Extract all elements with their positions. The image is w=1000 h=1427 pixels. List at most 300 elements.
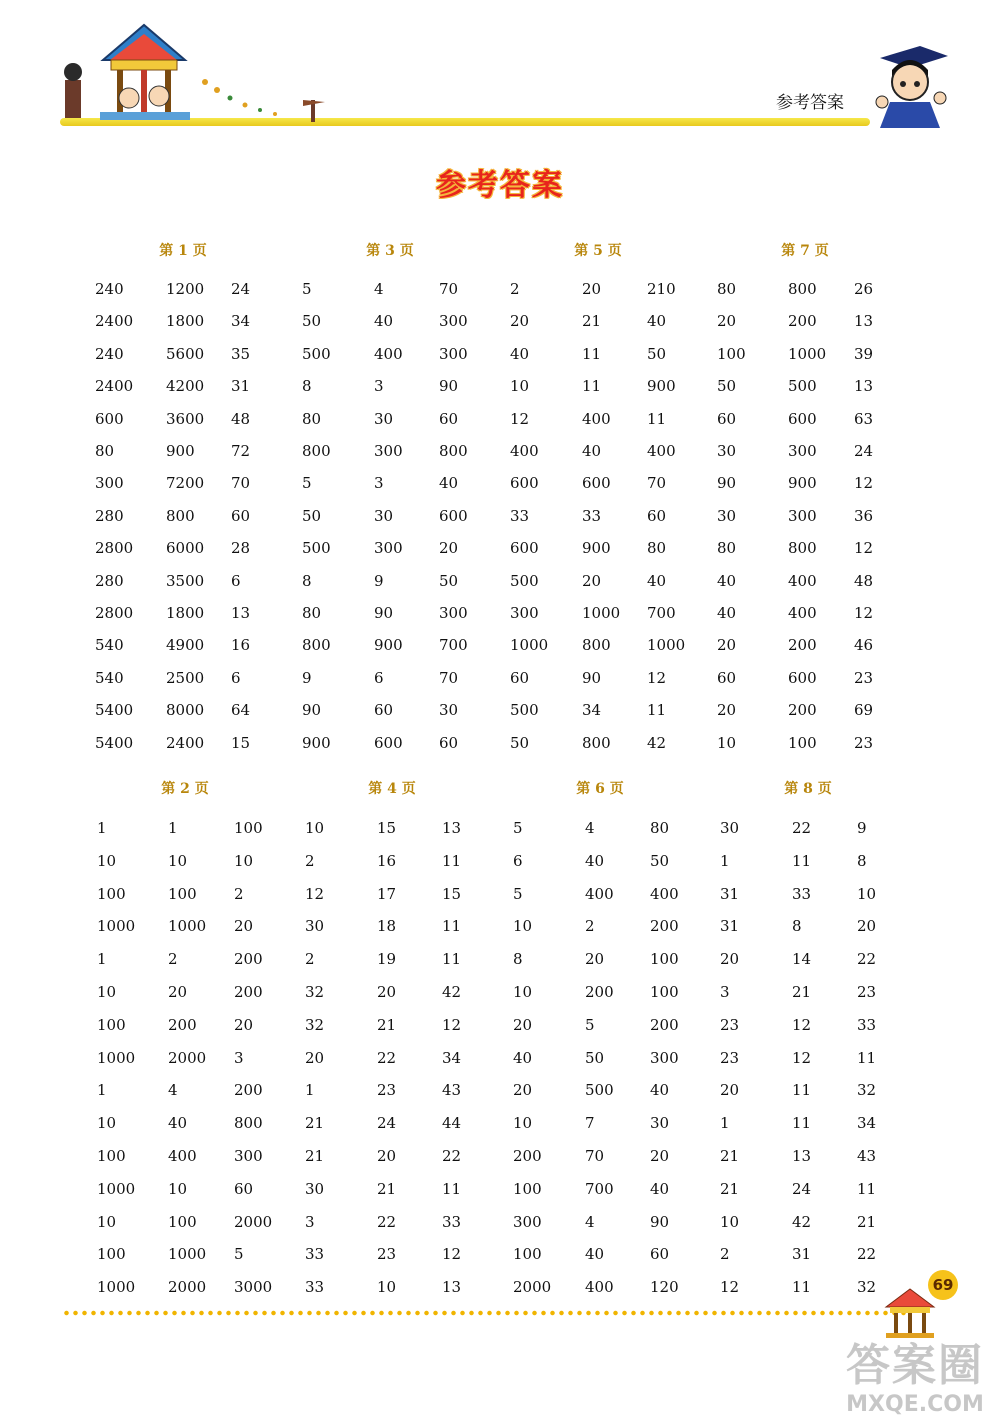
answer-cell: 10 (234, 851, 254, 870)
main-title: 参考答案 (436, 168, 564, 203)
answer-cell: 16 (231, 636, 251, 655)
answer-cell: 6000 (166, 539, 205, 558)
answer-cell: 33 (582, 506, 602, 525)
answer-cell: 21 (720, 1147, 740, 1165)
answer-cell: 12 (854, 539, 874, 558)
answer-cell: 4900 (166, 636, 205, 655)
answer-cell: 8 (302, 571, 312, 590)
answer-cell: 1 (97, 950, 107, 969)
answer-cell: 5 (302, 474, 312, 493)
answer-cell: 21 (792, 983, 812, 1001)
answer-cell: 32 (305, 983, 325, 1001)
answer-cell: 70 (647, 474, 667, 493)
answer-cell: 31 (792, 1245, 812, 1264)
answer-cell: 1 (305, 1081, 315, 1100)
answer-cell: 600 (788, 668, 817, 687)
answer-cell: 1 (97, 819, 107, 837)
answer-cell: 300 (234, 1147, 263, 1165)
answer-cell: 30 (720, 819, 740, 837)
answer-cell: 100 (97, 884, 126, 903)
answer-cell: 2500 (166, 668, 205, 687)
answer-cell: 1000 (97, 1179, 136, 1198)
section-title: 第 1 页 (159, 243, 207, 259)
answer-cell: 11 (442, 917, 462, 936)
answer-cell: 12 (510, 409, 530, 428)
answer-cell: 800 (439, 442, 468, 460)
answer-cell: 70 (231, 474, 251, 493)
answer-cell: 42 (442, 983, 462, 1001)
answer-cell: 31 (231, 377, 251, 396)
answer-cell: 600 (582, 474, 611, 493)
answer-cell: 300 (374, 539, 403, 558)
answer-cell: 21 (377, 1015, 397, 1034)
answer-cell: 9 (857, 819, 867, 837)
answer-cell: 42 (647, 733, 667, 752)
answer-cell: 21 (582, 312, 602, 331)
answer-cell: 12 (442, 1015, 462, 1034)
answer-cell: 24 (854, 442, 874, 460)
answer-cell: 13 (854, 312, 874, 331)
answer-cell: 300 (788, 442, 817, 460)
answer-cell: 10 (168, 1179, 188, 1198)
answer-cell: 50 (585, 1048, 605, 1067)
answer-cell: 900 (374, 636, 403, 655)
answer-cell: 400 (582, 409, 611, 428)
answer-cell: 2000 (168, 1048, 207, 1067)
answer-cell: 24 (377, 1114, 397, 1133)
answer-cell: 60 (231, 506, 251, 525)
answer-cell: 90 (582, 668, 602, 687)
answer-cell: 800 (234, 1114, 263, 1133)
answer-cell: 34 (857, 1114, 877, 1133)
answer-cell: 2400 (166, 733, 205, 752)
answer-cell: 10 (513, 1114, 533, 1133)
answer-cell: 6 (231, 668, 241, 687)
answer-cell: 3 (374, 377, 384, 396)
answer-cell: 12 (442, 1245, 462, 1264)
answer-cell: 8 (792, 917, 802, 936)
answer-cell: 18 (377, 917, 397, 936)
answer-cell: 600 (510, 539, 539, 558)
answer-cell: 100 (717, 344, 746, 363)
answer-cell: 240 (95, 344, 124, 363)
answer-cell: 200 (650, 917, 679, 936)
answer-cell: 3500 (166, 571, 205, 590)
answer-cell: 40 (647, 571, 667, 590)
answer-cell: 400 (585, 884, 614, 903)
answer-cell: 40 (717, 604, 737, 622)
answer-cell: 200 (168, 1015, 197, 1034)
answer-cell: 500 (788, 377, 817, 396)
answer-cell: 5 (234, 1245, 244, 1264)
answer-cell: 23 (377, 1081, 397, 1100)
answer-cell: 20 (717, 701, 737, 720)
answer-cell: 20 (650, 1147, 670, 1165)
answer-cell: 80 (95, 442, 115, 460)
answer-cell: 13 (854, 377, 874, 396)
answer-cell: 70 (439, 668, 459, 687)
answer-cell: 6 (374, 668, 384, 687)
answer-cell: 80 (302, 409, 322, 428)
answer-cell: 11 (442, 950, 462, 969)
answer-cell: 400 (650, 884, 679, 903)
answer-cell: 63 (854, 409, 874, 428)
answer-cell: 100 (168, 884, 197, 903)
answer-cell: 100 (97, 1245, 126, 1264)
answer-cell: 1000 (647, 636, 686, 655)
answer-cell: 1000 (97, 917, 136, 936)
watermark (830, 1340, 1000, 1425)
answer-cell: 33 (792, 884, 812, 903)
page-number-badge: 69 (928, 1270, 958, 1300)
answer-cell: 40 (439, 474, 459, 493)
answer-cell: 50 (650, 851, 670, 870)
answer-cell: 19 (377, 950, 397, 969)
answer-cell: 10 (305, 819, 325, 837)
answer-cell: 600 (510, 474, 539, 493)
answer-cell: 22 (377, 1212, 397, 1231)
answer-cell: 33 (510, 506, 530, 525)
answer-cell: 100 (513, 1179, 542, 1198)
answer-cell: 26 (854, 280, 874, 298)
answer-cell: 11 (582, 344, 602, 363)
answer-cell: 30 (374, 409, 394, 428)
answer-cell: 10 (857, 884, 877, 903)
answer-cell: 20 (585, 950, 605, 969)
answer-cell: 80 (717, 280, 737, 298)
answer-cell: 40 (510, 344, 530, 363)
answer-cell: 2800 (95, 604, 134, 622)
answer-cell: 1 (720, 1114, 730, 1133)
answer-cell: 28 (231, 539, 251, 558)
answer-cell: 12 (720, 1278, 740, 1297)
answer-cell: 39 (854, 344, 874, 363)
answer-cell: 20 (720, 1081, 740, 1100)
answer-cell: 50 (302, 312, 322, 331)
section-title: 第 3 页 (366, 243, 414, 259)
answer-cell: 500 (510, 701, 539, 720)
answer-cell: 500 (510, 571, 539, 590)
answer-cell: 13 (442, 819, 462, 837)
answer-cell: 3000 (234, 1278, 273, 1297)
answer-cell: 4 (374, 280, 384, 298)
answer-cell: 9 (374, 571, 384, 590)
answer-cell: 11 (857, 1179, 877, 1198)
answer-cell: 400 (585, 1278, 614, 1297)
answer-cell: 1000 (168, 1245, 207, 1264)
answer-cell: 24 (231, 280, 251, 298)
answer-cell: 46 (854, 636, 874, 655)
answer-cell: 9 (302, 668, 312, 687)
answer-cell: 21 (720, 1179, 740, 1198)
answer-cell: 540 (95, 636, 124, 655)
answer-cell: 23 (720, 1015, 740, 1034)
answer-cell: 13 (792, 1147, 812, 1165)
answer-cell: 300 (374, 442, 403, 460)
answer-cell: 50 (439, 571, 459, 590)
answer-cell: 43 (857, 1147, 877, 1165)
answer-cell: 300 (788, 506, 817, 525)
answer-cell: 60 (717, 668, 737, 687)
answer-cell: 300 (439, 344, 468, 363)
answer-cell: 10 (97, 1114, 117, 1133)
answer-cell: 60 (439, 733, 459, 752)
answer-cell: 400 (647, 442, 676, 460)
answer-cell: 40 (647, 312, 667, 331)
answer-cell: 10 (97, 983, 117, 1001)
answer-cell: 5 (585, 1015, 595, 1034)
answer-cell: 30 (374, 506, 394, 525)
answer-cell: 31 (720, 917, 740, 936)
answer-cell: 3 (305, 1212, 315, 1231)
answer-cell: 40 (585, 851, 605, 870)
answer-cell: 2 (305, 851, 315, 870)
answer-cell: 15 (442, 884, 462, 903)
answer-cell: 100 (788, 733, 817, 752)
answer-cell: 8 (857, 851, 867, 870)
answer-cell: 800 (166, 506, 195, 525)
answer-cell: 600 (95, 409, 124, 428)
answer-cell: 80 (302, 604, 322, 622)
answer-cell: 200 (513, 1147, 542, 1165)
answer-cell: 22 (857, 1245, 877, 1264)
answer-cell: 23 (854, 733, 874, 752)
answer-cell: 33 (305, 1245, 325, 1264)
answer-cell: 50 (510, 733, 530, 752)
answer-cell: 400 (788, 604, 817, 622)
section-title: 第 4 页 (368, 781, 416, 797)
answer-cell: 200 (788, 701, 817, 720)
answer-cell: 100 (168, 1212, 197, 1231)
answer-cell: 90 (302, 701, 322, 720)
answer-cell: 5600 (166, 344, 205, 363)
section-title: 第 6 页 (576, 781, 624, 797)
answer-cell: 70 (585, 1147, 605, 1165)
answer-cell: 22 (857, 950, 877, 969)
answer-cell: 30 (305, 917, 325, 936)
answer-cell: 22 (377, 1048, 397, 1067)
answer-cell: 13 (231, 604, 251, 622)
answer-cell: 32 (857, 1081, 877, 1100)
answer-cell: 12 (647, 668, 667, 687)
answer-cell: 900 (302, 733, 331, 752)
answer-cell: 540 (95, 668, 124, 687)
answer-cell: 5400 (95, 701, 134, 720)
section-title: 第 7 页 (781, 243, 829, 259)
answer-cell: 42 (792, 1212, 812, 1231)
answer-cell: 22 (442, 1147, 462, 1165)
answer-cell: 200 (788, 312, 817, 331)
answer-cell: 1000 (510, 636, 549, 655)
answer-cell: 34 (582, 701, 602, 720)
answer-cell: 400 (374, 344, 403, 363)
answer-cell: 200 (234, 950, 263, 969)
answer-cell: 30 (717, 506, 737, 525)
answer-cell: 700 (585, 1179, 614, 1198)
answer-cell: 35 (231, 344, 251, 363)
answer-cell: 11 (582, 377, 602, 396)
answer-cell: 30 (305, 1179, 325, 1198)
answer-cell: 60 (439, 409, 459, 428)
answer-cell: 10 (510, 377, 530, 396)
answer-cell: 11 (442, 1179, 462, 1198)
answer-cell: 100 (650, 983, 679, 1001)
answer-cell: 120 (650, 1278, 679, 1297)
answer-cell: 2 (585, 917, 595, 936)
answer-cell: 100 (97, 1147, 126, 1165)
answer-cell: 20 (377, 983, 397, 1001)
answer-cell: 60 (717, 409, 737, 428)
footer-dotted-line (62, 1310, 912, 1316)
answer-cell: 800 (302, 442, 331, 460)
answer-cell: 600 (374, 733, 403, 752)
answer-cell: 20 (582, 571, 602, 590)
answer-cell: 10 (720, 1212, 740, 1231)
answer-cell: 21 (305, 1147, 325, 1165)
answer-cell: 72 (231, 442, 251, 460)
answer-cell: 60 (234, 1179, 254, 1198)
answer-cell: 20 (305, 1048, 325, 1067)
answer-cell: 36 (854, 506, 874, 525)
answer-cell: 2 (234, 884, 244, 903)
answer-cell: 100 (513, 1245, 542, 1264)
answer-cell: 40 (374, 312, 394, 331)
answer-cell: 200 (788, 636, 817, 655)
answer-cell: 10 (377, 1278, 397, 1297)
answer-cell: 280 (95, 506, 124, 525)
answer-cell: 40 (513, 1048, 533, 1067)
answer-cell: 1000 (97, 1048, 136, 1067)
answer-cell: 11 (647, 701, 667, 720)
answer-cell: 1000 (582, 604, 621, 622)
answer-cell: 60 (647, 506, 667, 525)
answer-cell: 3 (234, 1048, 244, 1067)
answer-cell: 30 (439, 701, 459, 720)
answer-cell: 1800 (166, 604, 205, 622)
answer-cell: 200 (234, 1081, 263, 1100)
answer-cell: 7 (585, 1114, 595, 1133)
answer-cell: 10 (717, 733, 737, 752)
answer-cell: 8 (513, 950, 523, 969)
answer-cell: 1000 (168, 917, 207, 936)
answer-cell: 5400 (95, 733, 134, 752)
answer-cell: 50 (647, 344, 667, 363)
answer-cell: 40 (717, 571, 737, 590)
answer-cell: 33 (442, 1212, 462, 1231)
answer-cell: 21 (857, 1212, 877, 1231)
answer-cell: 11 (792, 851, 812, 870)
answer-cell: 12 (792, 1015, 812, 1034)
answer-cell: 3 (720, 983, 730, 1001)
answer-cell: 200 (234, 983, 263, 1001)
answer-cell: 10 (513, 917, 533, 936)
answer-cell: 20 (234, 917, 254, 936)
answer-cell: 300 (439, 604, 468, 622)
answer-cell: 17 (377, 884, 397, 903)
answer-cell: 4200 (166, 377, 205, 396)
answer-cell: 80 (647, 539, 667, 558)
answer-cell: 210 (647, 280, 676, 298)
answer-cell: 400 (168, 1147, 197, 1165)
answer-cell: 2800 (95, 539, 134, 558)
answer-cell: 11 (792, 1081, 812, 1100)
answer-cell: 2 (305, 950, 315, 969)
answer-cell: 90 (717, 474, 737, 493)
answer-cell: 400 (510, 442, 539, 460)
answer-cell: 40 (650, 1179, 670, 1198)
answer-cell: 30 (650, 1114, 670, 1133)
answer-cell: 23 (854, 668, 874, 687)
answer-cell: 5 (302, 280, 312, 298)
answer-cell: 13 (442, 1278, 462, 1297)
answer-cell: 60 (374, 701, 394, 720)
answer-cell: 800 (788, 539, 817, 558)
answer-cell: 43 (442, 1081, 462, 1100)
carousel-illustration (55, 20, 325, 125)
answer-cell: 20 (234, 1015, 254, 1034)
answer-cell: 31 (720, 884, 740, 903)
answer-cell: 90 (439, 377, 459, 396)
answer-cell: 4 (585, 819, 595, 837)
answer-cell: 2 (720, 1245, 730, 1264)
answer-cell: 800 (302, 636, 331, 655)
answer-cell: 33 (857, 1015, 877, 1034)
answer-cell: 33 (305, 1278, 325, 1297)
answer-cell: 20 (857, 917, 877, 936)
answer-cell: 34 (442, 1048, 462, 1067)
answer-cell: 4 (585, 1212, 595, 1231)
answer-cell: 500 (585, 1081, 614, 1100)
answer-cell: 600 (788, 409, 817, 428)
answer-cell: 30 (717, 442, 737, 460)
answer-cell: 3600 (166, 409, 205, 428)
answer-cell: 10 (168, 851, 188, 870)
answer-cell: 20 (582, 280, 602, 298)
answer-cell: 200 (650, 1015, 679, 1034)
answer-cell: 1800 (166, 312, 205, 331)
answer-cell: 20 (168, 983, 188, 1001)
answer-cell: 90 (374, 604, 394, 622)
answer-cell: 2400 (95, 312, 134, 331)
answer-cell: 20 (717, 312, 737, 331)
answer-cell: 6 (231, 571, 241, 590)
answer-cell: 200 (585, 983, 614, 1001)
answer-cell: 5 (513, 884, 523, 903)
answer-cell: 400 (788, 571, 817, 590)
watermark-url: MXQE.COM (846, 1392, 984, 1417)
answer-cell: 23 (377, 1245, 397, 1264)
answer-cell: 12 (854, 604, 874, 622)
answer-cell: 40 (582, 442, 602, 460)
answer-cell: 900 (166, 442, 195, 460)
answer-cell: 1 (97, 1081, 107, 1100)
answer-cell: 20 (510, 312, 530, 331)
answer-cell: 22 (792, 819, 812, 837)
answer-cell: 300 (513, 1212, 542, 1231)
answer-cell: 800 (788, 280, 817, 298)
answer-cell: 4 (168, 1081, 178, 1100)
answer-cell: 60 (650, 1245, 670, 1264)
answer-cell: 10 (97, 1212, 117, 1231)
answer-cell: 240 (95, 280, 124, 298)
answer-cell: 300 (650, 1048, 679, 1067)
answer-cell: 69 (854, 701, 874, 720)
answer-cell: 700 (439, 636, 468, 655)
answer-cell: 11 (857, 1048, 877, 1067)
answer-cell: 280 (95, 571, 124, 590)
answer-cell: 7200 (166, 474, 205, 493)
answer-cell: 12 (792, 1048, 812, 1067)
